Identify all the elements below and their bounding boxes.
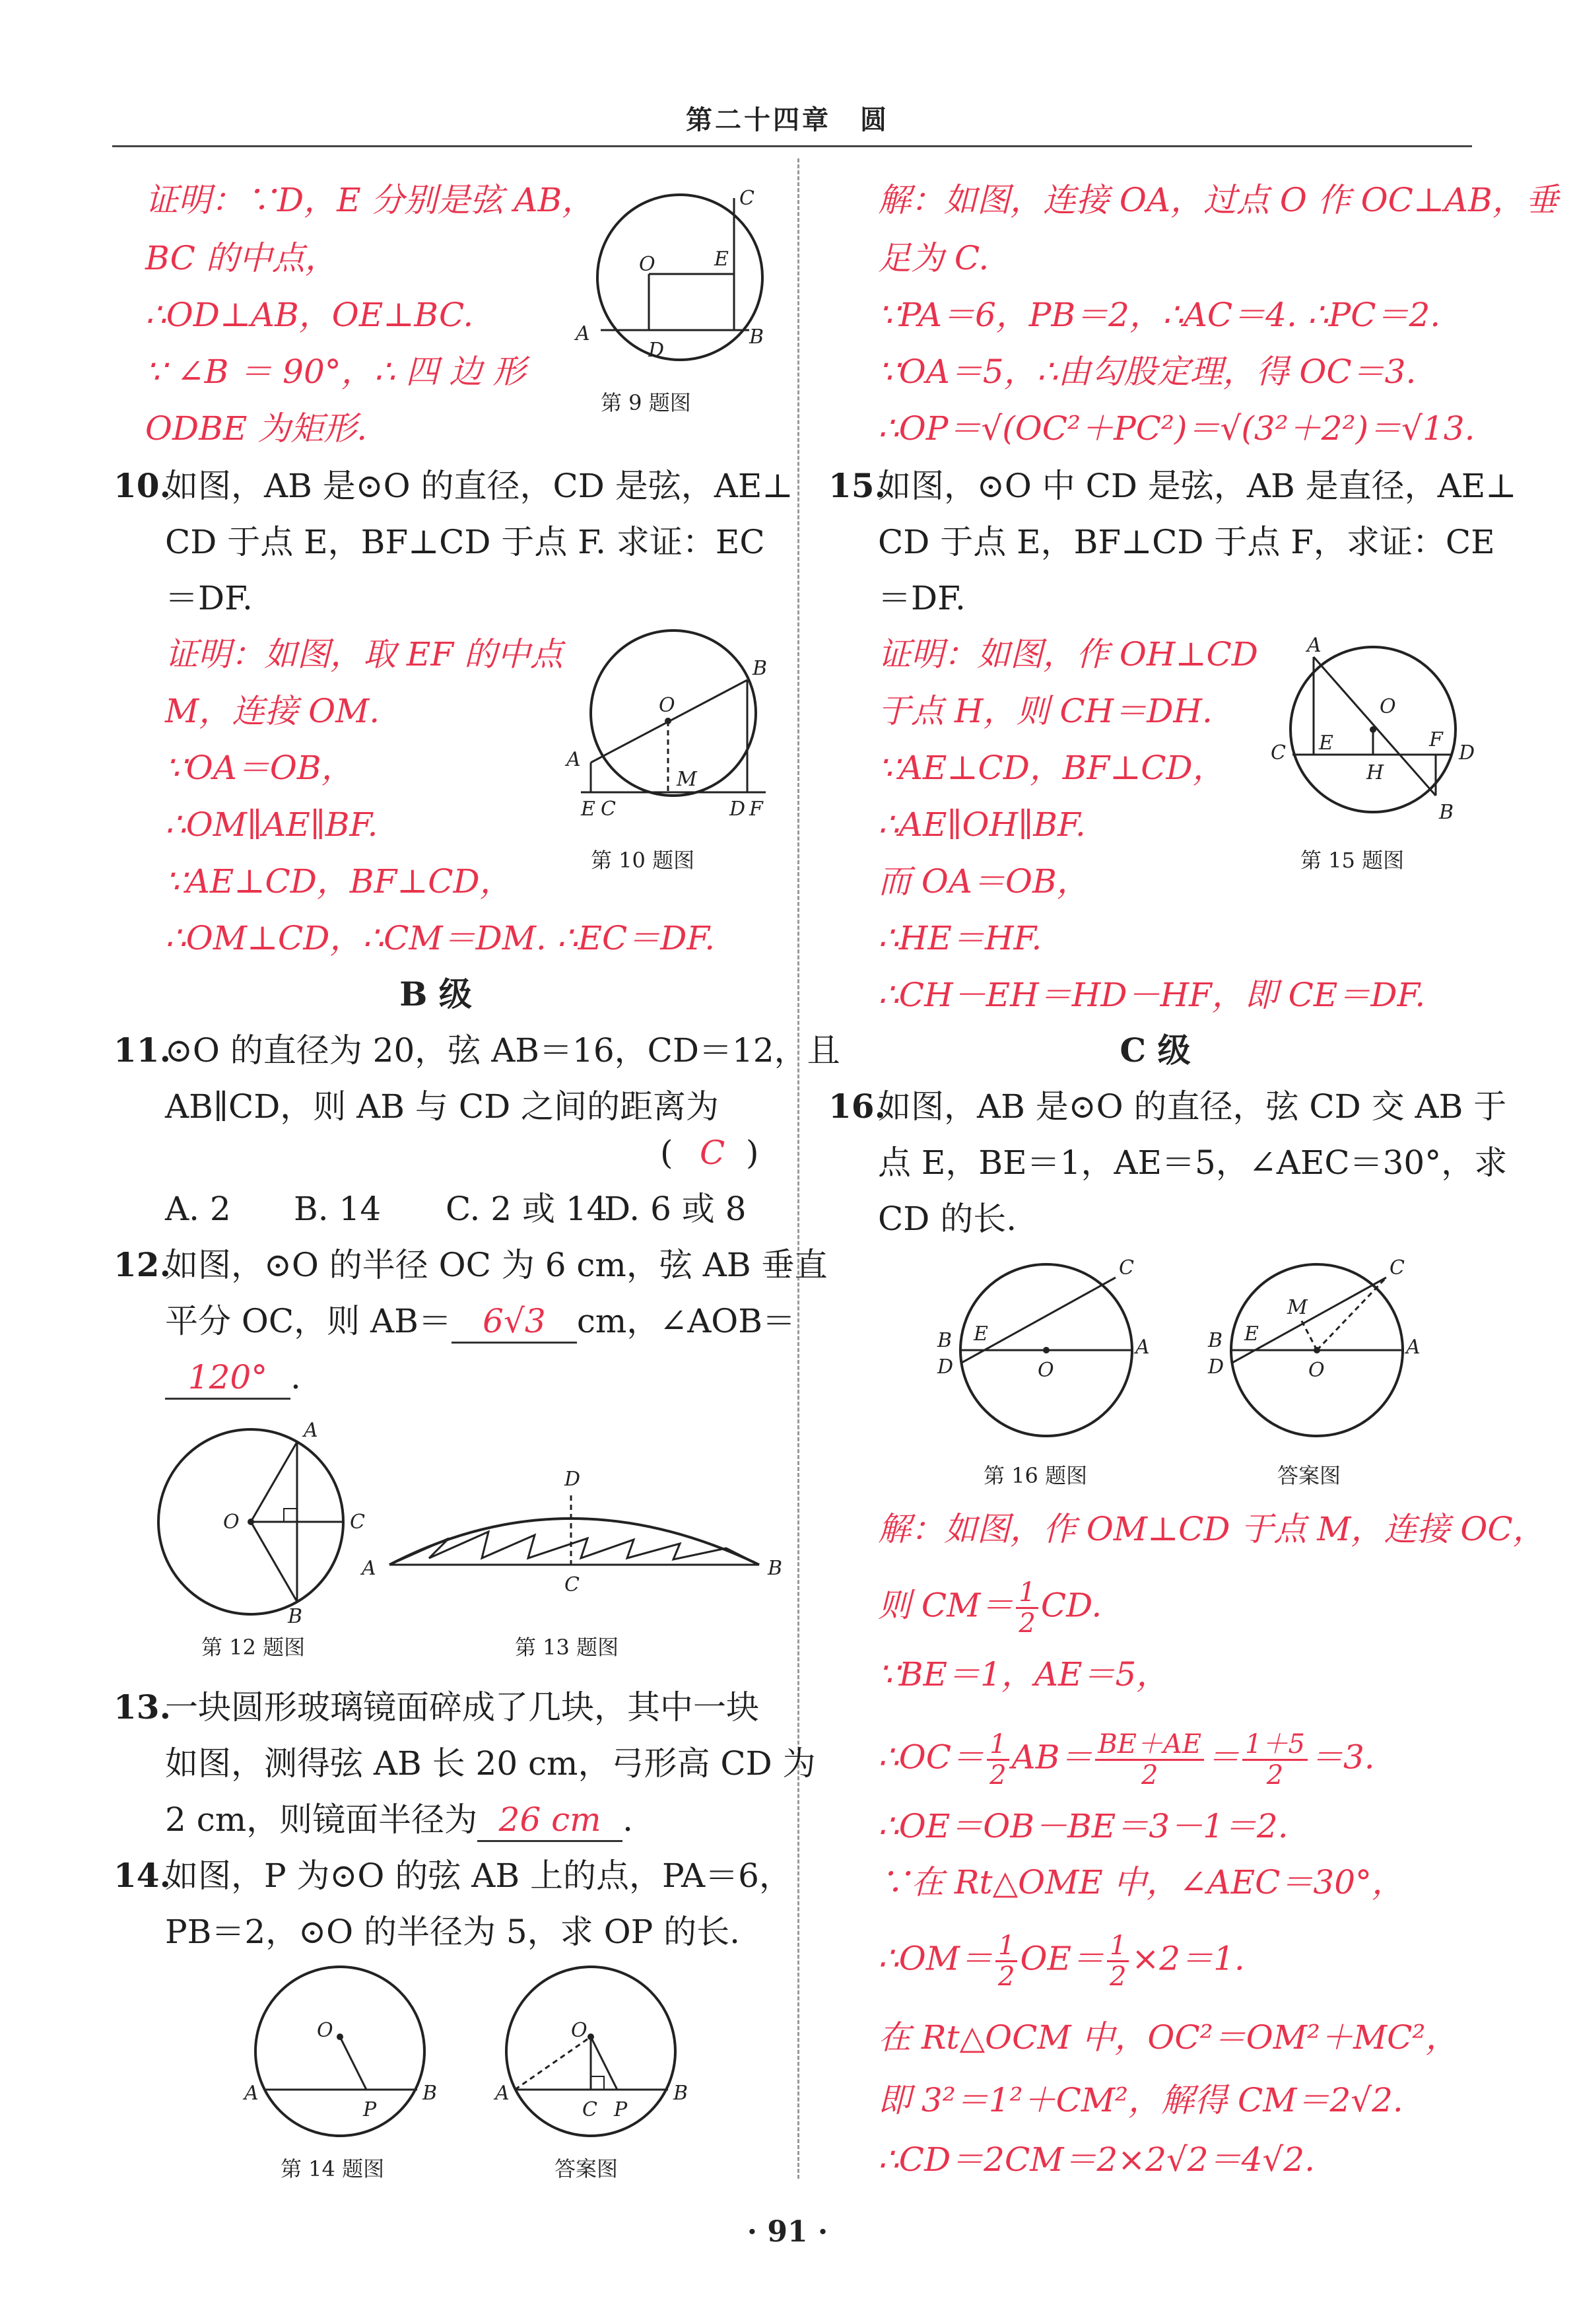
q15-proof-line-3: ∵AE⊥CD，BF⊥CD， [878, 749, 1226, 787]
frac-den: 2 [1141, 1760, 1158, 1791]
svg-text:C: C [1119, 1256, 1134, 1280]
q10-text-1: 如图，AB 是⊙O 的直径，CD 是弦，AE⊥ [165, 467, 793, 505]
svg-text:F: F [1429, 728, 1443, 751]
frac-den: 2 [1266, 1760, 1284, 1791]
page-number: · 91 · [747, 2215, 828, 2249]
figure-16 [924, 1254, 1162, 1446]
q10-text-2: CD 于点 E，BF⊥CD 于点 F. 求证：EC [165, 523, 765, 561]
q11-option-d: D. 6 或 8 [604, 1190, 747, 1228]
svg-text:D: D [729, 798, 746, 821]
svg-text:M: M [1287, 1296, 1308, 1319]
q16-sol-4-pre: ∴OC＝ [878, 1738, 985, 1777]
figure-15 [1261, 634, 1492, 829]
q16-text-1: 如图，AB 是⊙O 的直径，弦 CD 交 AB 于 [878, 1087, 1507, 1126]
svg-text:D: D [648, 339, 665, 362]
column-divider [797, 158, 799, 2179]
svg-text:A: A [362, 1557, 376, 1580]
svg-text:A: A [1135, 1336, 1150, 1359]
chapter-header: 第二十四章 圆 [686, 104, 889, 135]
q16-sol-4-mid: AB＝ [1011, 1738, 1093, 1777]
figure-13-caption: 第 13 题图 [515, 1635, 619, 1660]
q11-answer: C [700, 1134, 725, 1172]
q16-sol-10: ∴CD＝2CM＝2×2√2＝4√2. [878, 2140, 1315, 2179]
svg-text:H: H [1366, 761, 1384, 784]
q13-answer: 26 cm [477, 1799, 622, 1842]
q11-option-a: A. 2 [165, 1190, 231, 1228]
svg-text:C: C [1271, 741, 1286, 765]
q15-proof-line-1: 证明：如图，作 OH⊥CD [878, 635, 1258, 673]
q15-text-2: CD 于点 E，BF⊥CD 于点 F，求证：CE [878, 523, 1495, 561]
q14-text-2: PB＝2，⊙O 的半径为 5，求 OP 的长. [165, 1913, 740, 1951]
fraction-half [1107, 1931, 1129, 1991]
q16-sol-9: 即 3²＝1²＋CM²，解得 CM＝2√2. [878, 2081, 1403, 2119]
svg-text:C: C [601, 798, 616, 821]
q14-number: 14. [114, 1856, 171, 1895]
svg-text:D: D [1459, 741, 1475, 765]
q10-proof-line-4: ∴OM∥AE∥BF. [165, 805, 378, 844]
q10-proof-line-1: 证明：如图，取 EF 的中点 [165, 635, 563, 673]
frac-den: 2 [998, 1962, 1015, 1992]
q9-proof-line-3: ∴OD⊥AB，OE⊥BC. [145, 296, 474, 334]
frac-num: 1 [1107, 1931, 1129, 1962]
svg-text:F: F [749, 798, 763, 821]
svg-text:B: B [1208, 1329, 1223, 1352]
q12-end: . [290, 1358, 301, 1396]
fraction-1-plus-5 [1242, 1730, 1308, 1790]
figure-14 [244, 1964, 442, 2142]
figure-10 [554, 634, 772, 825]
q16-number: 16. [828, 1087, 886, 1126]
q11-paren-close: ) [746, 1134, 759, 1172]
level-b-heading: B 级 [399, 974, 472, 1013]
svg-text:C: C [1390, 1256, 1405, 1280]
q15-number: 15. [828, 466, 886, 505]
q11-option-b: B. 14 [294, 1190, 382, 1228]
fraction-half [987, 1730, 1009, 1790]
frac-den: 2 [989, 1760, 1007, 1791]
q16-sol-7 [878, 1931, 1245, 1991]
svg-text:E: E [1244, 1322, 1259, 1346]
svg-text:E: E [714, 248, 729, 271]
q16-sol-4 [878, 1730, 1375, 1790]
svg-text:B: B [749, 325, 764, 349]
figure-10-caption: 第 10 题图 [591, 848, 695, 873]
q11-text-1: ⊙O 的直径为 20，弦 AB＝16，CD＝12，且 [165, 1031, 840, 1070]
svg-text:D: D [1208, 1355, 1224, 1379]
q15-proof-line-5: 而 OA＝OB， [878, 862, 1090, 901]
svg-text:O: O [571, 2019, 587, 2042]
svg-text:P: P [614, 2098, 628, 2121]
frac-den: 2 [1019, 1608, 1036, 1639]
svg-text:O: O [1308, 1359, 1325, 1382]
q16-sol-6: ∵在 Rt△OME 中，∠AEC＝30°， [878, 1863, 1405, 1901]
q9-proof-line-2: BC 的中点， [145, 239, 338, 277]
svg-text:B: B [937, 1329, 953, 1352]
q10-text-3: ＝DF. [165, 579, 253, 617]
q16-sol-3: ∵BE＝1，AE＝5， [878, 1655, 1170, 1693]
svg-text:C: C [564, 1573, 580, 1596]
svg-text:P: P [363, 2098, 377, 2121]
q16-text-3: CD 的长. [878, 1200, 1017, 1238]
q16-sol-4-mid2: ＝ [1207, 1738, 1240, 1777]
svg-text:B: B [288, 1605, 303, 1628]
figure-9-caption: 第 9 题图 [601, 390, 691, 415]
frac-den: 2 [1109, 1962, 1127, 1992]
frac-num: BE＋AE [1095, 1730, 1204, 1761]
q12-text-2-pre: 平分 OC，则 AB＝ [165, 1302, 452, 1340]
svg-text:B: B [1439, 801, 1454, 824]
q12-answer-angle: 120° [165, 1357, 290, 1400]
q13-text-3 [165, 1799, 633, 1842]
svg-text:C: C [739, 187, 754, 210]
svg-text:O: O [1038, 1359, 1054, 1382]
q15-proof-line-6: ∴HE＝HF. [878, 919, 1042, 957]
q11-number: 11. [114, 1031, 171, 1070]
q14-text-1: 如图，P 为⊙O 的弦 AB 上的点，PA＝6， [165, 1857, 792, 1895]
svg-text:E: E [1319, 732, 1333, 755]
q11-paren-open: ( [660, 1134, 673, 1172]
q15-text-3: ＝DF. [878, 579, 966, 617]
svg-text:O: O [639, 253, 655, 276]
svg-text:A: A [1307, 634, 1322, 657]
svg-text:D: D [564, 1468, 581, 1491]
svg-text:D: D [937, 1355, 954, 1379]
q16-sol-7-pre: ∴OM＝ [878, 1939, 993, 1978]
header-rule [112, 145, 1472, 147]
q14-solution-line-2: 足为 C. [878, 239, 989, 277]
figure-12 [145, 1413, 363, 1631]
svg-text:A: A [1406, 1336, 1421, 1359]
q16-sol-2 [878, 1578, 1102, 1638]
q12-number: 12. [114, 1245, 171, 1284]
q13-text-3-pre: 2 cm，则镜面半径为 [165, 1800, 478, 1839]
svg-text:B: B [422, 2082, 438, 2105]
q16-sol-1: 解：如图，作 OM⊥CD 于点 M，连接 OC， [878, 1510, 1546, 1548]
figure-15-caption: 第 15 题图 [1300, 848, 1405, 873]
q16-sol-8: 在 Rt△OCM 中，OC²＝OM²＋MC²， [878, 2018, 1459, 2057]
q12-text-2 [165, 1301, 795, 1344]
level-c-heading: C 级 [1120, 1031, 1191, 1070]
q16-sol-2-pre: 则 CM＝ [878, 1586, 1014, 1625]
figure-14-caption: 第 14 题图 [281, 2156, 385, 2181]
svg-text:O: O [659, 694, 675, 717]
q12-text-3 [165, 1357, 301, 1400]
q11-option-c: C. 2 或 14 [446, 1190, 608, 1228]
fraction-be-ae [1095, 1730, 1204, 1790]
q12-answer-ab: 6√3 [452, 1301, 577, 1344]
svg-text:O: O [1380, 695, 1396, 718]
q12-text-1: 如图，⊙O 的半径 OC 为 6 cm，弦 AB 垂直 [165, 1246, 828, 1284]
figure-16-answer-caption: 答案图 [1277, 1463, 1341, 1488]
figure-16-caption: 第 16 题图 [984, 1463, 1088, 1488]
q10-proof-line-3: ∵OA＝OB， [165, 749, 354, 787]
frac-num: 1 [1016, 1578, 1038, 1609]
q9-proof-line-4: ∵ ∠B ＝ 90°，∴ 四 边 形 [145, 353, 526, 391]
svg-text:B: B [768, 1557, 783, 1580]
svg-text:M: M [677, 768, 697, 791]
svg-text:E: E [581, 798, 595, 821]
q14-solution-line-1: 解：如图，连接 OA，过点 O 作 OC⊥AB，垂 [878, 181, 1558, 219]
svg-text:B: B [753, 657, 768, 680]
q16-sol-2-post: CD. [1040, 1586, 1102, 1625]
q16-sol-4-post: ＝3. [1310, 1738, 1375, 1777]
q13-end: . [622, 1800, 634, 1839]
svg-text:C: C [350, 1511, 365, 1534]
svg-text:A: A [244, 2082, 259, 2105]
q10-proof-line-5: ∵AE⊥CD，BF⊥CD， [165, 862, 513, 901]
figure-14-answer [495, 1964, 693, 2142]
q10-proof-line-6: ∴OM⊥CD，∴CM＝DM. ∴EC＝DF. [165, 919, 716, 957]
q11-text-2: AB∥CD，则 AB 与 CD 之间的距离为 [165, 1087, 720, 1126]
q9-proof-line-1: 证明：∵D，E 分别是弦 AB， [145, 181, 595, 219]
frac-num: 1＋5 [1242, 1730, 1308, 1761]
q15-proof-line-7: ∴CH－EH＝HD－HF，即 CE＝DF. [878, 976, 1426, 1014]
q13-text-1: 一块圆形玻璃镜面碎成了几块，其中一块 [165, 1688, 759, 1726]
svg-text:A: A [566, 748, 581, 771]
q15-proof-line-4: ∴AE∥OH∥BF. [878, 805, 1086, 844]
svg-text:C: C [582, 2098, 597, 2121]
q9-proof-line-5: ODBE 为矩形. [145, 409, 368, 448]
q12-text-2-mid: cm，∠AOB＝ [576, 1302, 796, 1340]
q16-sol-5: ∴OE＝OB－BE＝3－1＝2. [878, 1807, 1289, 1845]
figure-14-answer-caption: 答案图 [554, 2156, 619, 2181]
q16-sol-7-mid: OE＝ [1020, 1939, 1104, 1978]
q16-sol-7-post: ×2＝1. [1131, 1939, 1245, 1978]
frac-num: 1 [987, 1730, 1009, 1761]
svg-text:B: B [673, 2082, 688, 2105]
q15-proof-line-2: 于点 H，则 CH＝DH. [878, 692, 1213, 730]
fraction-half [1016, 1578, 1038, 1638]
q10-number: 10. [114, 466, 171, 505]
svg-text:O: O [223, 1511, 240, 1534]
frac-num: 1 [995, 1931, 1017, 1962]
svg-text:E: E [974, 1322, 988, 1346]
q14-solution-line-4: ∵OA＝5，∴由勾股定理，得 OC＝3. [878, 353, 1417, 391]
svg-text:O: O [317, 2019, 333, 2042]
figure-9 [561, 178, 812, 403]
figure-12-caption: 第 12 题图 [201, 1635, 306, 1660]
q14-solution-line-3: ∵PA＝6，PB＝2，∴AC＝4. ∴PC＝2. [878, 296, 1441, 334]
figure-16-answer [1195, 1254, 1432, 1446]
q10-proof-line-2: M，连接 OM. [165, 692, 380, 730]
q13-text-2: 如图，测得弦 AB 长 20 cm，弓形高 CD 为 [165, 1744, 816, 1783]
svg-text:A: A [576, 322, 590, 345]
q15-text-1: 如图，⊙O 中 CD 是弦，AB 是直径，AE⊥ [878, 467, 1517, 505]
svg-text:A: A [495, 2082, 510, 2105]
svg-text:A: A [304, 1419, 318, 1442]
q13-number: 13. [114, 1688, 171, 1726]
q16-text-2: 点 E，BE＝1，AE＝5，∠AEC＝30°，求 [878, 1144, 1508, 1182]
fraction-half [995, 1931, 1017, 1991]
q14-solution-line-5: ∴OP＝√(OC²＋PC²)＝√(3²＋2²)＝√13. [878, 409, 1475, 448]
figure-13 [356, 1466, 786, 1618]
